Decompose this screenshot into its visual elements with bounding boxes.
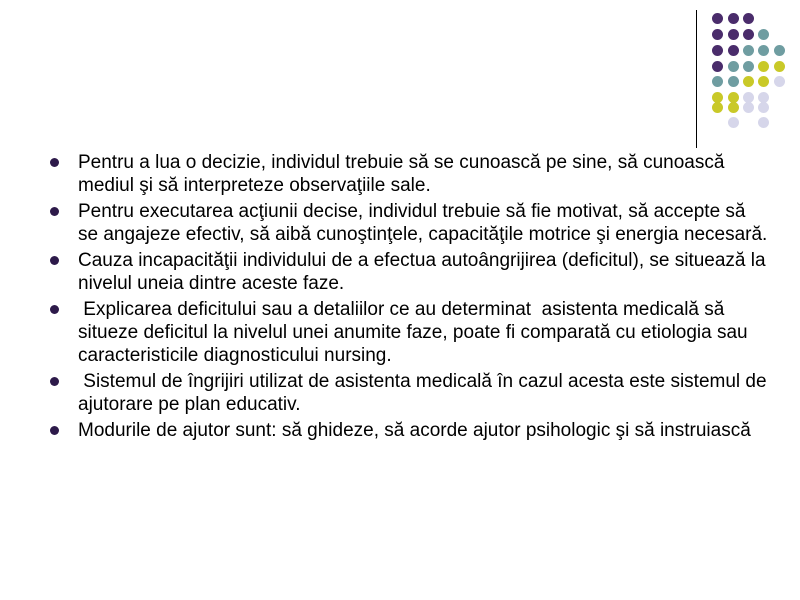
decor-dot [728, 102, 739, 113]
decor-dot [712, 29, 723, 40]
decorative-vertical-line [696, 10, 697, 148]
decor-dot [712, 102, 723, 113]
decor-dot [728, 13, 739, 24]
bullet-dot-icon [50, 426, 59, 435]
decor-dot [728, 29, 739, 40]
decor-dot [774, 61, 785, 72]
decor-dot [743, 61, 754, 72]
decor-dot [774, 76, 785, 87]
bullet-item [48, 151, 768, 197]
decor-dot [743, 29, 754, 40]
bullet-text: Sistemul de îngrijiri utilizat de asistenta medicală în cazul acesta este sistemul de ajutorare pe plan educativ. [78, 371, 772, 415]
bullet-text: Pentru executarea acţiunii decise, individul trebuie să fie motivat, să accepte să se angajeze efectiv, să aibă cunoştinţele, capacităţile motrice şi energia necesară. [78, 201, 768, 245]
decor-dot [758, 117, 769, 128]
bullet-text: Modurile de ajutor sunt: să ghideze, să acorde ajutor psihologic şi să instruiască [78, 420, 751, 441]
bullet-dot-icon [50, 256, 59, 265]
bullet-dot-icon [50, 377, 59, 386]
decor-dot [774, 45, 785, 56]
decor-dot [712, 76, 723, 87]
bullet-item [48, 298, 768, 367]
decor-dot [712, 61, 723, 72]
bullet-item [48, 200, 768, 246]
decor-dot [743, 13, 754, 24]
decor-dot [728, 45, 739, 56]
bullet-dot-icon [50, 158, 59, 167]
bullet-list [48, 151, 772, 445]
decor-dot [743, 102, 754, 113]
decor-dot [758, 76, 769, 87]
bullet-item [48, 370, 772, 416]
bullet-item [48, 419, 768, 442]
decor-dot [743, 76, 754, 87]
bullet-text: Explicarea deficitului sau a detaliilor ce au determinat asistenta medicală să situeze deficitul la nivelul unei anumite faze, poate fi comparată cu etiologia sau caracteristicile diagnosticului nursing. [78, 299, 753, 366]
bullet-dot-icon [50, 305, 59, 314]
decor-dot [728, 117, 739, 128]
decor-dot [728, 61, 739, 72]
decor-dot [712, 45, 723, 56]
decor-dot [728, 76, 739, 87]
decor-dot [712, 13, 723, 24]
bullet-dot-icon [50, 207, 59, 216]
decor-dot [758, 29, 769, 40]
bullet-item [48, 249, 768, 295]
decor-dot [758, 45, 769, 56]
bullet-text: Pentru a lua o decizie, individul trebuie să se cunoască pe sine, să cunoască mediul şi să interpreteze observaţiile sale. [78, 152, 725, 196]
decor-dot [743, 45, 754, 56]
decor-dot [758, 102, 769, 113]
decor-dot [758, 61, 769, 72]
decorative-dot-grid [0, 0, 800, 140]
bullet-text: Cauza incapacităţii individului de a efectua autoângrijirea (deficitul), se situează la nivelul uneia dintre aceste faze. [78, 250, 766, 294]
